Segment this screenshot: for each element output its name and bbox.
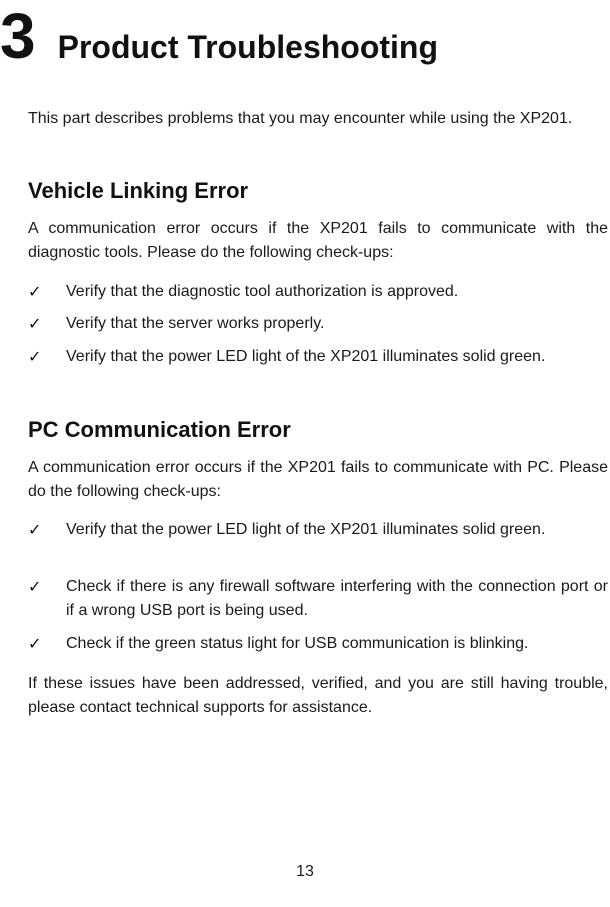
check-item-text: Check if the green status light for USB communication is blinking. — [66, 635, 529, 652]
checkmark-icon: ✓ — [28, 520, 42, 539]
page-number: 13 — [296, 863, 314, 880]
check-item — [28, 575, 608, 623]
check-item — [28, 312, 608, 336]
check-item — [28, 518, 608, 542]
section-description: A communication error occurs if the XP201 fails to communicate with PC. Please do the following check-ups: — [28, 459, 608, 500]
section-description: A communication error occurs if the XP201 fails to communicate with the diagnostic tools. Please do the following check-ups: — [28, 220, 608, 261]
checkmark-icon: ✓ — [28, 314, 42, 333]
section-heading-pc-communication: PC Communication Error — [28, 417, 291, 442]
check-item-text: Verify that the power LED light of the XP201 illuminates solid green. — [66, 348, 546, 365]
check-item — [28, 280, 608, 304]
check-item-text: Verify that the power LED light of the XP201 illuminates solid green. — [66, 521, 546, 538]
chapter-title: Product Troubleshooting — [57, 29, 439, 65]
closing-paragraph: If these issues have been addressed, verified, and you are still having trouble, please contact technical supports for assistance. — [28, 675, 608, 716]
check-item-text: Verify that the server works properly. — [66, 315, 325, 332]
section-heading-vehicle-linking: Vehicle Linking Error — [28, 178, 249, 203]
intro-paragraph: This part describes problems that you may encounter while using the XP201. — [28, 110, 573, 127]
check-item — [28, 632, 608, 656]
check-item-text: Verify that the diagnostic tool authorization is approved. — [66, 283, 459, 300]
chapter-heading — [0, 0, 439, 72]
chapter-number: 3 — [0, 0, 36, 72]
checkmark-icon: ✓ — [28, 577, 42, 596]
check-item — [28, 345, 608, 369]
checkmark-icon: ✓ — [28, 282, 42, 301]
check-item-text: Check if there is any firewall software interfering with the connection port or if a wrong USB port is being used. — [66, 578, 608, 619]
checkmark-icon: ✓ — [28, 347, 42, 366]
checkmark-icon: ✓ — [28, 634, 42, 653]
